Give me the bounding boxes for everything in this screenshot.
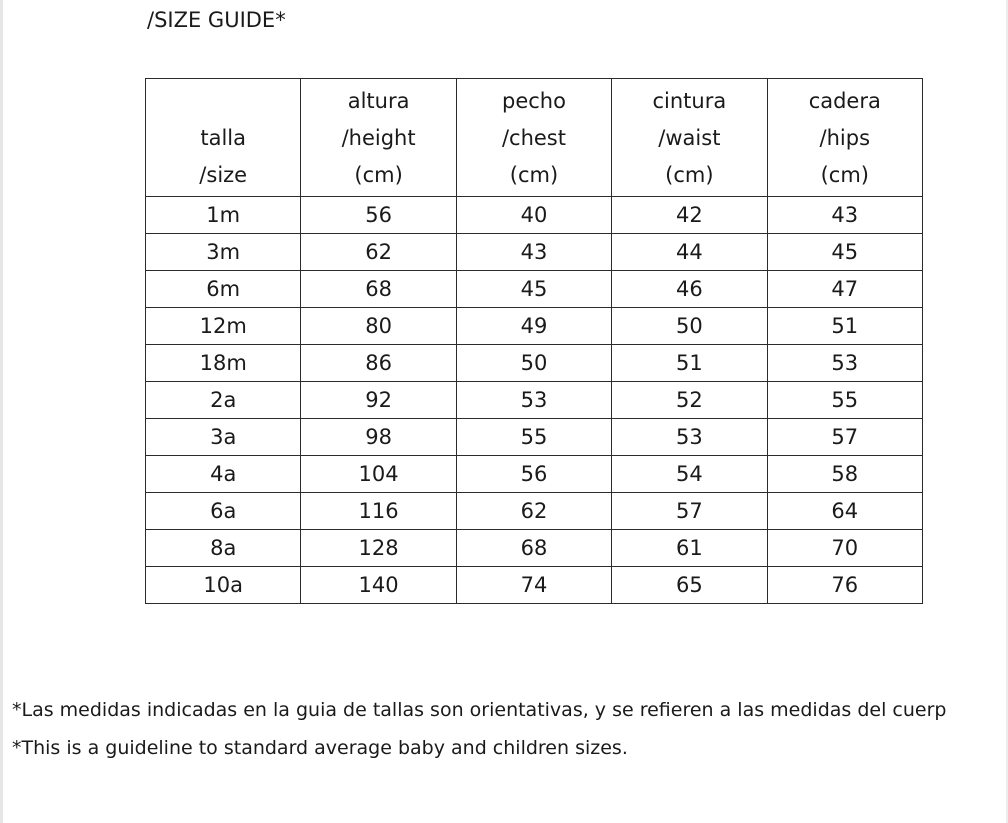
cell-size: 12m [146, 308, 301, 345]
cell-height: 128 [301, 530, 456, 567]
header-waist-en: /waist [658, 126, 721, 150]
cell-hips: 47 [767, 271, 922, 308]
cell-waist: 51 [612, 345, 767, 382]
header-size-es: talla [200, 126, 247, 150]
size-guide-table [145, 78, 923, 604]
cell-size: 3a [146, 419, 301, 456]
note-spanish: *Las medidas indicadas en la guia de tallas son orientativas, y se refieren a las medidas del cuerp [12, 699, 947, 721]
cell-height: 140 [301, 567, 456, 604]
cell-hips: 58 [767, 456, 922, 493]
cell-chest: 55 [456, 419, 611, 456]
cell-size: 1m [146, 197, 301, 234]
cell-chest: 40 [456, 197, 611, 234]
header-chest-unit: (cm) [509, 163, 559, 187]
cell-height: 104 [301, 456, 456, 493]
cell-hips: 43 [767, 197, 922, 234]
cell-waist: 50 [612, 308, 767, 345]
note-english: *This is a guideline to standard average baby and children sizes. [12, 737, 628, 759]
cell-hips: 76 [767, 567, 922, 604]
cell-height: 98 [301, 419, 456, 456]
cell-height: 62 [301, 234, 456, 271]
header-height-en: /height [341, 126, 416, 150]
cell-height: 116 [301, 493, 456, 530]
header-chest-en: /chest [501, 126, 566, 150]
cell-hips: 45 [767, 234, 922, 271]
cell-chest: 56 [456, 456, 611, 493]
cell-chest: 50 [456, 345, 611, 382]
cell-hips: 51 [767, 308, 922, 345]
cell-hips: 55 [767, 382, 922, 419]
header-chest-es: pecho [501, 89, 566, 113]
header-hips-unit: (cm) [820, 163, 869, 187]
table-row [146, 382, 923, 419]
cell-size: 4a [146, 456, 301, 493]
cell-hips: 57 [767, 419, 922, 456]
cell-hips: 70 [767, 530, 922, 567]
cell-hips: 53 [767, 345, 922, 382]
cell-chest: 45 [456, 271, 611, 308]
header-hips-en: /hips [819, 126, 871, 150]
table-row [146, 345, 923, 382]
cell-waist: 54 [612, 456, 767, 493]
cell-waist: 44 [612, 234, 767, 271]
table-row [146, 493, 923, 530]
cell-waist: 57 [612, 493, 767, 530]
header-hips-es: cadera [808, 89, 881, 113]
cell-hips: 64 [767, 493, 922, 530]
cell-chest: 68 [456, 530, 611, 567]
cell-waist: 61 [612, 530, 767, 567]
cell-size: 8a [146, 530, 301, 567]
cell-chest: 74 [456, 567, 611, 604]
table-row [146, 567, 923, 604]
cell-height: 92 [301, 382, 456, 419]
cell-chest: 49 [456, 308, 611, 345]
table-row [146, 234, 923, 271]
cell-waist: 65 [612, 567, 767, 604]
cell-height: 86 [301, 345, 456, 382]
cell-height: 80 [301, 308, 456, 345]
page-title: /SIZE GUIDE* [147, 8, 286, 32]
table-row [146, 530, 923, 567]
header-size-en: /size [199, 163, 248, 187]
header-waist-unit: (cm) [665, 163, 714, 187]
header-size [146, 79, 301, 197]
table-row [146, 308, 923, 345]
header-height [301, 79, 456, 197]
table-row [146, 271, 923, 308]
page-left-border [0, 0, 3, 823]
cell-size: 3m [146, 234, 301, 271]
cell-waist: 46 [612, 271, 767, 308]
cell-chest: 53 [456, 382, 611, 419]
cell-height: 56 [301, 197, 456, 234]
cell-size: 6m [146, 271, 301, 308]
table-row [146, 197, 923, 234]
cell-chest: 43 [456, 234, 611, 271]
table-row [146, 456, 923, 493]
header-height-es: altura [347, 89, 410, 113]
table-row [146, 419, 923, 456]
cell-size: 10a [146, 567, 301, 604]
cell-chest: 62 [456, 493, 611, 530]
header-hips [767, 79, 922, 197]
table-header-row [146, 79, 923, 197]
cell-waist: 52 [612, 382, 767, 419]
header-waist [612, 79, 767, 197]
header-height-unit: (cm) [354, 163, 403, 187]
cell-size: 6a [146, 493, 301, 530]
header-waist-es: cintura [652, 89, 727, 113]
cell-size: 2a [146, 382, 301, 419]
cell-waist: 42 [612, 197, 767, 234]
cell-size: 18m [146, 345, 301, 382]
cell-height: 68 [301, 271, 456, 308]
header-chest [456, 79, 611, 197]
cell-waist: 53 [612, 419, 767, 456]
